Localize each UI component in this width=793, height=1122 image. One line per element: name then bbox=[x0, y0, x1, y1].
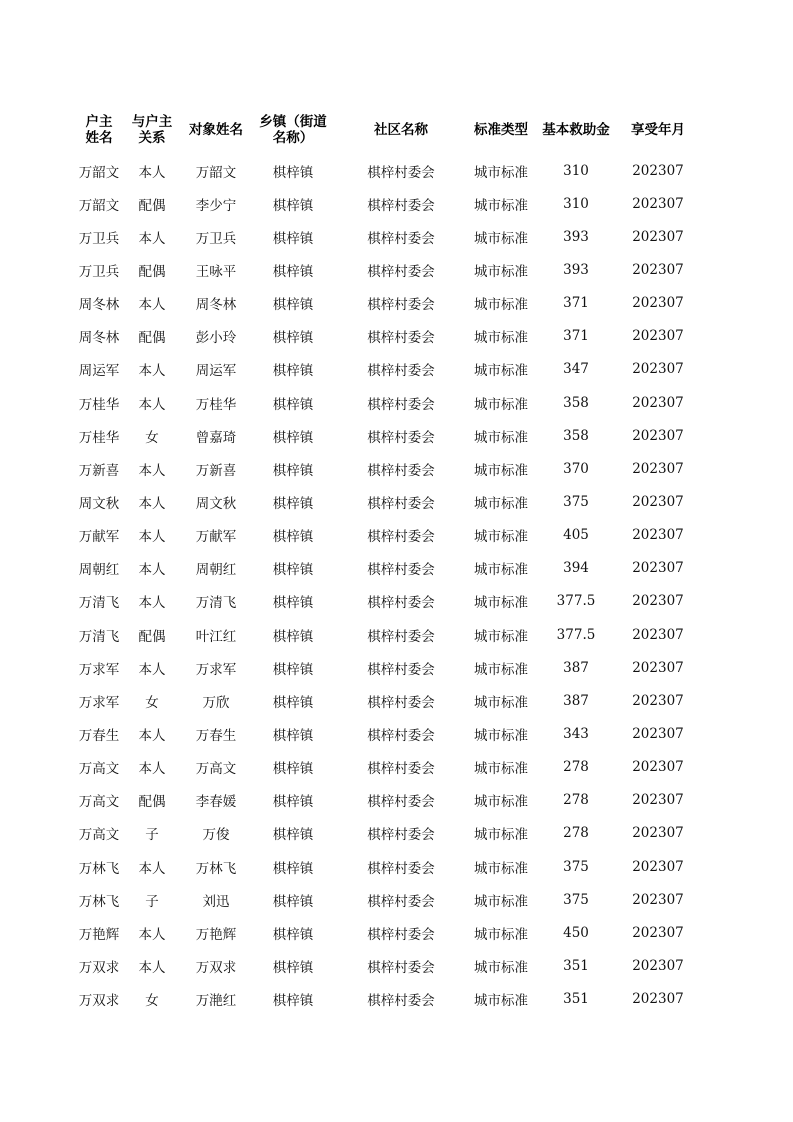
cell-household-head-name: 万高文 bbox=[78, 827, 120, 844]
cell-relation: 本人 bbox=[138, 661, 166, 678]
cell-town: 棋梓镇 bbox=[272, 562, 314, 579]
cell-basic-aid: 393 bbox=[563, 228, 589, 245]
cell-standard-type: 城市标准 bbox=[474, 595, 528, 612]
cell-relation: 本人 bbox=[138, 727, 166, 744]
cell-basic-aid: 371 bbox=[563, 295, 589, 312]
cell-community: 棋梓村委会 bbox=[367, 926, 435, 943]
cell-basic-aid: 405 bbox=[563, 527, 589, 544]
cell-household-head-name: 万求军 bbox=[78, 694, 120, 711]
cell-recipient-name: 王咏平 bbox=[195, 263, 237, 280]
cell-household-head-name: 万清飞 bbox=[78, 628, 120, 645]
cell-household-head-name: 万新喜 bbox=[78, 462, 120, 479]
cell-recipient-name: 刘迅 bbox=[202, 893, 230, 910]
cell-community: 棋梓村委会 bbox=[367, 860, 435, 877]
cell-town: 棋梓镇 bbox=[272, 993, 314, 1010]
cell-relation: 子 bbox=[145, 893, 159, 910]
header-label-line: 名称） bbox=[272, 130, 314, 146]
header-label-line: 基本救助金 bbox=[542, 122, 610, 138]
header-label-line: 对象姓名 bbox=[189, 122, 243, 138]
cell-household-head-name: 周冬林 bbox=[78, 330, 120, 347]
cell-household-head-name: 万桂华 bbox=[78, 429, 120, 446]
cell-recipient-name: 李春媛 bbox=[195, 794, 237, 811]
cell-basic-aid: 394 bbox=[563, 560, 589, 577]
header-label-line: 标准类型 bbox=[474, 122, 528, 138]
cell-recipient-name: 万春生 bbox=[195, 727, 237, 744]
cell-household-head-name: 周运军 bbox=[78, 363, 120, 380]
cell-recipient-name: 万新喜 bbox=[195, 462, 237, 479]
cell-town: 棋梓镇 bbox=[272, 363, 314, 380]
cell-period: 202307 bbox=[632, 460, 684, 477]
cell-town: 棋梓镇 bbox=[272, 628, 314, 645]
cell-community: 棋梓村委会 bbox=[367, 794, 435, 811]
cell-basic-aid: 351 bbox=[563, 957, 589, 974]
cell-basic-aid: 278 bbox=[563, 759, 589, 776]
cell-recipient-name: 周文秋 bbox=[195, 495, 237, 512]
cell-period: 202307 bbox=[632, 560, 684, 577]
cell-standard-type: 城市标准 bbox=[474, 429, 528, 446]
cell-town: 棋梓镇 bbox=[272, 727, 314, 744]
cell-recipient-name: 万求军 bbox=[195, 661, 237, 678]
cell-period: 202307 bbox=[632, 261, 684, 278]
table-row bbox=[72, 320, 696, 353]
cell-period: 202307 bbox=[632, 361, 684, 378]
cell-community: 棋梓村委会 bbox=[367, 297, 435, 314]
cell-relation: 本人 bbox=[138, 562, 166, 579]
table-row bbox=[72, 784, 696, 817]
cell-basic-aid: 310 bbox=[563, 195, 589, 212]
cell-relation: 本人 bbox=[138, 959, 166, 976]
cell-basic-aid: 375 bbox=[563, 493, 589, 510]
cell-period: 202307 bbox=[632, 792, 684, 809]
cell-period: 202307 bbox=[632, 659, 684, 676]
cell-standard-type: 城市标准 bbox=[474, 727, 528, 744]
cell-standard-type: 城市标准 bbox=[474, 694, 528, 711]
cell-relation: 本人 bbox=[138, 363, 166, 380]
cell-recipient-name: 万卫兵 bbox=[195, 230, 237, 247]
cell-standard-type: 城市标准 bbox=[474, 495, 528, 512]
table-row bbox=[72, 983, 696, 1016]
cell-relation: 本人 bbox=[138, 230, 166, 247]
cell-town: 棋梓镇 bbox=[272, 429, 314, 446]
cell-period: 202307 bbox=[632, 195, 684, 212]
cell-household-head-name: 万求军 bbox=[78, 661, 120, 678]
table-row bbox=[72, 552, 696, 585]
table-row bbox=[72, 287, 696, 320]
cell-period: 202307 bbox=[632, 228, 684, 245]
cell-household-head-name: 万艳辉 bbox=[78, 926, 120, 943]
cell-community: 棋梓村委会 bbox=[367, 993, 435, 1010]
header-community bbox=[332, 106, 470, 154]
cell-period: 202307 bbox=[632, 493, 684, 510]
header-recipient-name bbox=[178, 106, 254, 154]
cell-recipient-name: 万韶文 bbox=[195, 164, 237, 181]
cell-relation: 本人 bbox=[138, 164, 166, 181]
header-standard-type bbox=[470, 106, 532, 154]
cell-basic-aid: 377.5 bbox=[556, 593, 596, 610]
cell-household-head-name: 万双求 bbox=[78, 959, 120, 976]
header-label-line: 关系 bbox=[138, 130, 166, 146]
cell-relation: 配偶 bbox=[138, 263, 166, 280]
cell-recipient-name: 叶江红 bbox=[195, 628, 237, 645]
cell-household-head-name: 万韶文 bbox=[78, 164, 120, 181]
cell-relation: 本人 bbox=[138, 926, 166, 943]
cell-town: 棋梓镇 bbox=[272, 959, 314, 976]
header-label-line: 户主 bbox=[85, 114, 113, 130]
cell-community: 棋梓村委会 bbox=[367, 529, 435, 546]
cell-household-head-name: 万卫兵 bbox=[78, 230, 120, 247]
cell-community: 棋梓村委会 bbox=[367, 462, 435, 479]
cell-town: 棋梓镇 bbox=[272, 263, 314, 280]
cell-recipient-name: 万桂华 bbox=[195, 396, 237, 413]
table-row bbox=[72, 817, 696, 850]
cell-period: 202307 bbox=[632, 692, 684, 709]
cell-town: 棋梓镇 bbox=[272, 495, 314, 512]
table-row bbox=[72, 519, 696, 552]
cell-recipient-name: 万林飞 bbox=[195, 860, 237, 877]
cell-town: 棋梓镇 bbox=[272, 827, 314, 844]
cell-community: 棋梓村委会 bbox=[367, 562, 435, 579]
cell-community: 棋梓村委会 bbox=[367, 628, 435, 645]
cell-relation: 本人 bbox=[138, 595, 166, 612]
header-label-line: 享受年月 bbox=[631, 122, 685, 138]
table-body bbox=[72, 154, 696, 1016]
table-row bbox=[72, 618, 696, 651]
cell-basic-aid: 450 bbox=[563, 924, 589, 941]
table-row bbox=[72, 386, 696, 419]
cell-period: 202307 bbox=[632, 991, 684, 1008]
cell-town: 棋梓镇 bbox=[272, 297, 314, 314]
cell-recipient-name: 万俊 bbox=[202, 827, 230, 844]
cell-relation: 子 bbox=[145, 827, 159, 844]
cell-community: 棋梓村委会 bbox=[367, 959, 435, 976]
header-relation-to-head bbox=[126, 106, 178, 154]
cell-basic-aid: 358 bbox=[563, 427, 589, 444]
cell-recipient-name: 周运军 bbox=[195, 363, 237, 380]
cell-household-head-name: 万献军 bbox=[78, 529, 120, 546]
cell-town: 棋梓镇 bbox=[272, 462, 314, 479]
cell-period: 202307 bbox=[632, 891, 684, 908]
cell-community: 棋梓村委会 bbox=[367, 694, 435, 711]
cell-household-head-name: 万韶文 bbox=[78, 197, 120, 214]
cell-period: 202307 bbox=[632, 394, 684, 411]
cell-community: 棋梓村委会 bbox=[367, 761, 435, 778]
cell-community: 棋梓村委会 bbox=[367, 230, 435, 247]
cell-standard-type: 城市标准 bbox=[474, 197, 528, 214]
cell-basic-aid: 278 bbox=[563, 792, 589, 809]
header-basic-aid bbox=[532, 106, 620, 154]
cell-period: 202307 bbox=[632, 427, 684, 444]
cell-standard-type: 城市标准 bbox=[474, 860, 528, 877]
cell-relation: 本人 bbox=[138, 297, 166, 314]
table-row bbox=[72, 717, 696, 750]
header-town bbox=[254, 106, 332, 154]
cell-recipient-name: 万艳辉 bbox=[195, 926, 237, 943]
cell-household-head-name: 万春生 bbox=[78, 727, 120, 744]
cell-town: 棋梓镇 bbox=[272, 794, 314, 811]
cell-basic-aid: 387 bbox=[563, 692, 589, 709]
cell-standard-type: 城市标准 bbox=[474, 297, 528, 314]
header-row bbox=[72, 106, 696, 154]
cell-basic-aid: 393 bbox=[563, 261, 589, 278]
cell-community: 棋梓村委会 bbox=[367, 330, 435, 347]
cell-relation: 本人 bbox=[138, 462, 166, 479]
cell-town: 棋梓镇 bbox=[272, 330, 314, 347]
cell-recipient-name: 万滟红 bbox=[195, 993, 237, 1010]
cell-recipient-name: 万清飞 bbox=[195, 595, 237, 612]
table-row bbox=[72, 684, 696, 717]
cell-basic-aid: 377.5 bbox=[556, 626, 596, 643]
table-row bbox=[72, 154, 696, 187]
cell-period: 202307 bbox=[632, 725, 684, 742]
cell-community: 棋梓村委会 bbox=[367, 595, 435, 612]
header-household-head-name bbox=[72, 106, 126, 154]
table-row bbox=[72, 452, 696, 485]
cell-town: 棋梓镇 bbox=[272, 761, 314, 778]
cell-household-head-name: 万桂华 bbox=[78, 396, 120, 413]
table-row bbox=[72, 585, 696, 618]
cell-relation: 配偶 bbox=[138, 628, 166, 645]
table-row bbox=[72, 751, 696, 784]
cell-period: 202307 bbox=[632, 759, 684, 776]
header-period bbox=[620, 106, 696, 154]
table-row bbox=[72, 220, 696, 253]
cell-standard-type: 城市标准 bbox=[474, 462, 528, 479]
cell-town: 棋梓镇 bbox=[272, 529, 314, 546]
cell-recipient-name: 周朝红 bbox=[195, 562, 237, 579]
cell-basic-aid: 375 bbox=[563, 858, 589, 875]
table-header bbox=[72, 106, 696, 154]
cell-household-head-name: 万清飞 bbox=[78, 595, 120, 612]
cell-basic-aid: 310 bbox=[563, 162, 589, 179]
cell-standard-type: 城市标准 bbox=[474, 562, 528, 579]
table-row bbox=[72, 187, 696, 220]
cell-town: 棋梓镇 bbox=[272, 860, 314, 877]
cell-standard-type: 城市标准 bbox=[474, 827, 528, 844]
table-row bbox=[72, 850, 696, 883]
cell-period: 202307 bbox=[632, 858, 684, 875]
cell-standard-type: 城市标准 bbox=[474, 529, 528, 546]
cell-community: 棋梓村委会 bbox=[367, 429, 435, 446]
cell-recipient-name: 万双求 bbox=[195, 959, 237, 976]
cell-standard-type: 城市标准 bbox=[474, 761, 528, 778]
cell-basic-aid: 371 bbox=[563, 328, 589, 345]
cell-household-head-name: 周冬林 bbox=[78, 297, 120, 314]
cell-standard-type: 城市标准 bbox=[474, 396, 528, 413]
cell-recipient-name: 周冬林 bbox=[195, 297, 237, 314]
relief-recipient-table bbox=[72, 106, 696, 1016]
cell-community: 棋梓村委会 bbox=[367, 727, 435, 744]
table-row bbox=[72, 949, 696, 982]
cell-standard-type: 城市标准 bbox=[474, 993, 528, 1010]
cell-basic-aid: 387 bbox=[563, 659, 589, 676]
table-row bbox=[72, 419, 696, 452]
cell-period: 202307 bbox=[632, 328, 684, 345]
cell-standard-type: 城市标准 bbox=[474, 926, 528, 943]
cell-relation: 配偶 bbox=[138, 197, 166, 214]
cell-town: 棋梓镇 bbox=[272, 893, 314, 910]
cell-town: 棋梓镇 bbox=[272, 926, 314, 943]
cell-community: 棋梓村委会 bbox=[367, 363, 435, 380]
cell-town: 棋梓镇 bbox=[272, 230, 314, 247]
cell-relation: 配偶 bbox=[138, 794, 166, 811]
cell-town: 棋梓镇 bbox=[272, 694, 314, 711]
cell-standard-type: 城市标准 bbox=[474, 230, 528, 247]
cell-period: 202307 bbox=[632, 924, 684, 941]
cell-community: 棋梓村委会 bbox=[367, 197, 435, 214]
cell-relation: 配偶 bbox=[138, 330, 166, 347]
cell-relation: 本人 bbox=[138, 860, 166, 877]
cell-basic-aid: 358 bbox=[563, 394, 589, 411]
cell-relation: 女 bbox=[145, 993, 159, 1010]
cell-recipient-name: 万欣 bbox=[202, 694, 230, 711]
cell-relation: 本人 bbox=[138, 396, 166, 413]
cell-household-head-name: 周文秋 bbox=[78, 495, 120, 512]
cell-household-head-name: 万林飞 bbox=[78, 893, 120, 910]
cell-recipient-name: 万高文 bbox=[195, 761, 237, 778]
table-row bbox=[72, 485, 696, 518]
cell-household-head-name: 万卫兵 bbox=[78, 263, 120, 280]
cell-recipient-name: 曾嘉琦 bbox=[195, 429, 237, 446]
cell-town: 棋梓镇 bbox=[272, 396, 314, 413]
header-label-line: 社区名称 bbox=[374, 122, 428, 138]
cell-community: 棋梓村委会 bbox=[367, 827, 435, 844]
cell-period: 202307 bbox=[632, 593, 684, 610]
cell-relation: 本人 bbox=[138, 529, 166, 546]
cell-period: 202307 bbox=[632, 626, 684, 643]
cell-household-head-name: 周朝红 bbox=[78, 562, 120, 579]
cell-community: 棋梓村委会 bbox=[367, 263, 435, 280]
cell-town: 棋梓镇 bbox=[272, 661, 314, 678]
cell-basic-aid: 370 bbox=[563, 460, 589, 477]
header-label-line: 姓名 bbox=[85, 130, 113, 146]
cell-household-head-name: 万高文 bbox=[78, 761, 120, 778]
table-row bbox=[72, 916, 696, 949]
table-row bbox=[72, 651, 696, 684]
cell-recipient-name: 李少宁 bbox=[195, 197, 237, 214]
cell-standard-type: 城市标准 bbox=[474, 893, 528, 910]
cell-standard-type: 城市标准 bbox=[474, 164, 528, 181]
cell-household-head-name: 万高文 bbox=[78, 794, 120, 811]
cell-household-head-name: 万双求 bbox=[78, 993, 120, 1010]
table-row bbox=[72, 353, 696, 386]
cell-relation: 女 bbox=[145, 694, 159, 711]
cell-community: 棋梓村委会 bbox=[367, 661, 435, 678]
cell-basic-aid: 351 bbox=[563, 991, 589, 1008]
cell-period: 202307 bbox=[632, 527, 684, 544]
cell-standard-type: 城市标准 bbox=[474, 661, 528, 678]
header-label-line: 乡镇（街道 bbox=[259, 114, 327, 130]
cell-basic-aid: 278 bbox=[563, 825, 589, 842]
cell-standard-type: 城市标准 bbox=[474, 959, 528, 976]
cell-town: 棋梓镇 bbox=[272, 595, 314, 612]
cell-relation: 本人 bbox=[138, 761, 166, 778]
table-row bbox=[72, 253, 696, 286]
cell-standard-type: 城市标准 bbox=[474, 363, 528, 380]
cell-standard-type: 城市标准 bbox=[474, 263, 528, 280]
cell-basic-aid: 375 bbox=[563, 891, 589, 908]
cell-standard-type: 城市标准 bbox=[474, 794, 528, 811]
cell-recipient-name: 万献军 bbox=[195, 529, 237, 546]
cell-town: 棋梓镇 bbox=[272, 197, 314, 214]
cell-community: 棋梓村委会 bbox=[367, 495, 435, 512]
cell-period: 202307 bbox=[632, 825, 684, 842]
cell-recipient-name: 彭小玲 bbox=[195, 330, 237, 347]
cell-community: 棋梓村委会 bbox=[367, 893, 435, 910]
cell-town: 棋梓镇 bbox=[272, 164, 314, 181]
cell-period: 202307 bbox=[632, 295, 684, 312]
cell-community: 棋梓村委会 bbox=[367, 396, 435, 413]
cell-relation: 女 bbox=[145, 429, 159, 446]
table-row bbox=[72, 883, 696, 916]
cell-basic-aid: 343 bbox=[563, 725, 589, 742]
cell-household-head-name: 万林飞 bbox=[78, 860, 120, 877]
cell-community: 棋梓村委会 bbox=[367, 164, 435, 181]
header-label-line: 与户主 bbox=[131, 114, 173, 130]
cell-period: 202307 bbox=[632, 162, 684, 179]
cell-standard-type: 城市标准 bbox=[474, 330, 528, 347]
cell-relation: 本人 bbox=[138, 495, 166, 512]
cell-period: 202307 bbox=[632, 957, 684, 974]
cell-basic-aid: 347 bbox=[563, 361, 589, 378]
cell-standard-type: 城市标准 bbox=[474, 628, 528, 645]
